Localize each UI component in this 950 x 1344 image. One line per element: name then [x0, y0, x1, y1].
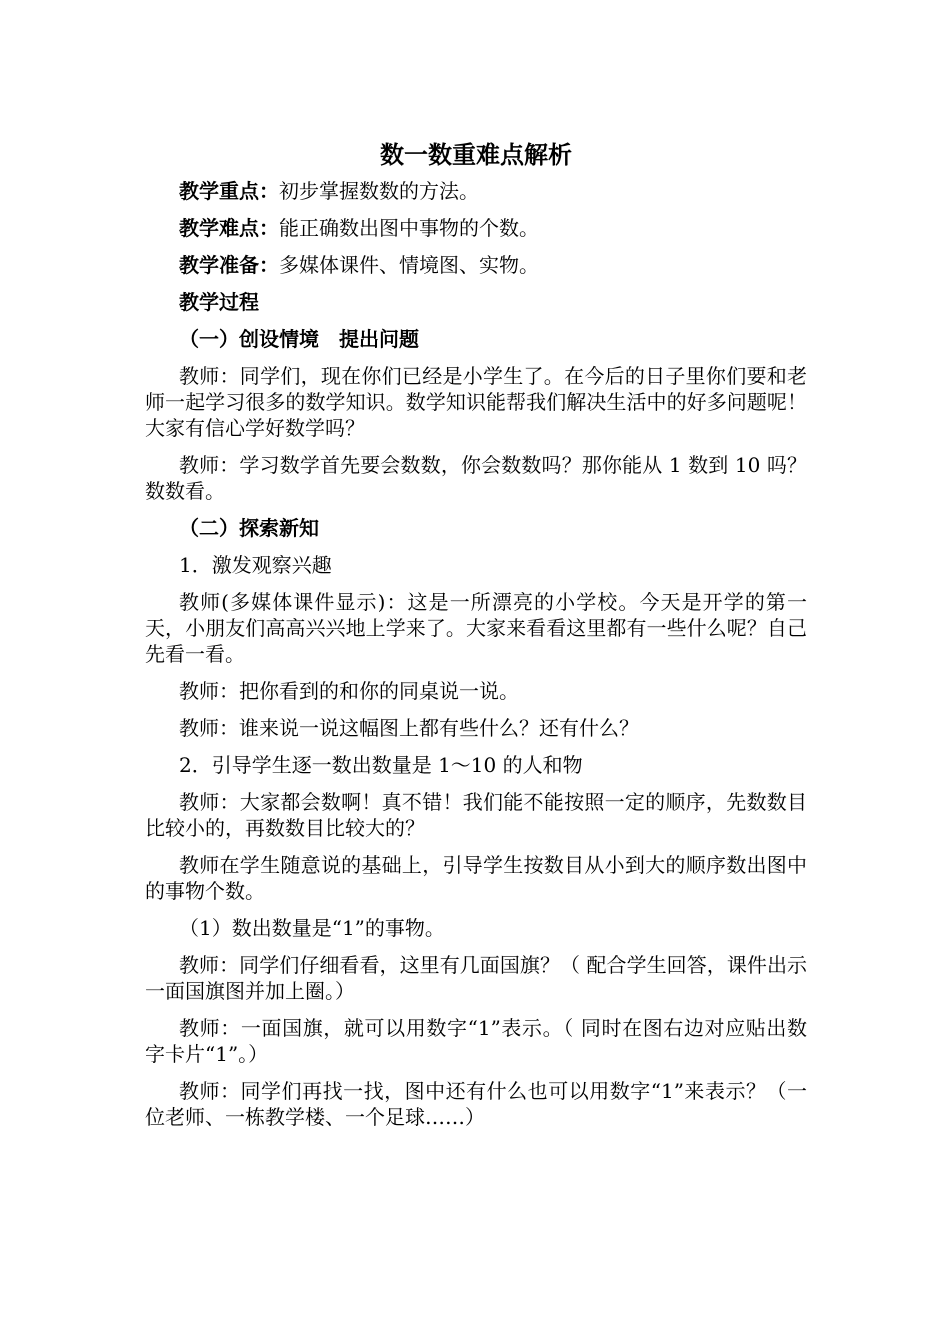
paragraph: 教师：一面国旗，就可以用数字“1”表示。（ 同时在图右边对应贴出数字卡片“1”。）	[145, 1016, 807, 1066]
paragraph: 教师：同学们仔细看看，这里有几面国旗？（ 配合学生回答，课件出示一面国旗图并加上圈。）	[145, 953, 807, 1003]
paragraph: 教师(多媒体课件显示)：这是一所漂亮的小学校。今天是开学的第一天，小朋友们高高兴兴地上学来了。大家来看看这里都有一些什么呢？自己先看一看。	[145, 590, 807, 666]
info-label: 教学重点：	[179, 179, 279, 203]
paragraph: 教师：大家都会数啊！真不错！我们能不能按照一定的顺序，先数数目比较小的，再数数目比较大的？	[145, 790, 807, 840]
document-title: 数一数重难点解析	[380, 141, 572, 169]
paragraph: 教师：同学们，现在你们已经是小学生了。在今后的日子里你们要和老师一起学习很多的数学知识。数学知识能帮我们解决生活中的好多问题呢！大家有信心学好数学吗？	[145, 364, 807, 440]
paragraph: 教师：把你看到的和你的同桌说一说。	[179, 679, 519, 703]
paragraph: 教师：谁来说一说这幅图上都有些什么？还有什么？	[179, 716, 639, 740]
process-heading: 教学过程	[179, 290, 259, 314]
paragraph: 教师：学习数学首先要会数数，你会数数吗？那你能从 1 数到 10 吗？数数看。	[145, 453, 807, 503]
info-text: 能正确数出图中事物的个数。	[279, 216, 539, 240]
info-text: 初步掌握数数的方法。	[279, 179, 479, 203]
info-label: 教学难点：	[179, 216, 279, 240]
info-key-point	[145, 178, 807, 204]
paragraph: 教师：同学们再找一找，图中还有什么也可以用数字“1”来表示？（一位老师、一栋教学楼、一个足球……）	[145, 1079, 807, 1129]
document-page	[145, 138, 807, 1141]
section-heading: （二）探索新知	[179, 516, 319, 540]
paragraph: （1）数出数量是“1”的事物。	[179, 916, 445, 940]
info-difficulty	[145, 215, 807, 241]
info-preparation	[145, 252, 807, 278]
section-heading: （一）创设情境 提出问题	[179, 327, 419, 351]
paragraph: 1．激发观察兴趣	[179, 553, 332, 577]
info-text: 多媒体课件、情境图、实物。	[279, 253, 539, 277]
paragraph: 2．引导学生逐一数出数量是 1～10 的人和物	[179, 753, 583, 777]
paragraph: 教师在学生随意说的基础上，引导学生按数目从小到大的顺序数出图中的事物个数。	[145, 853, 807, 903]
info-label: 教学准备：	[179, 253, 279, 277]
